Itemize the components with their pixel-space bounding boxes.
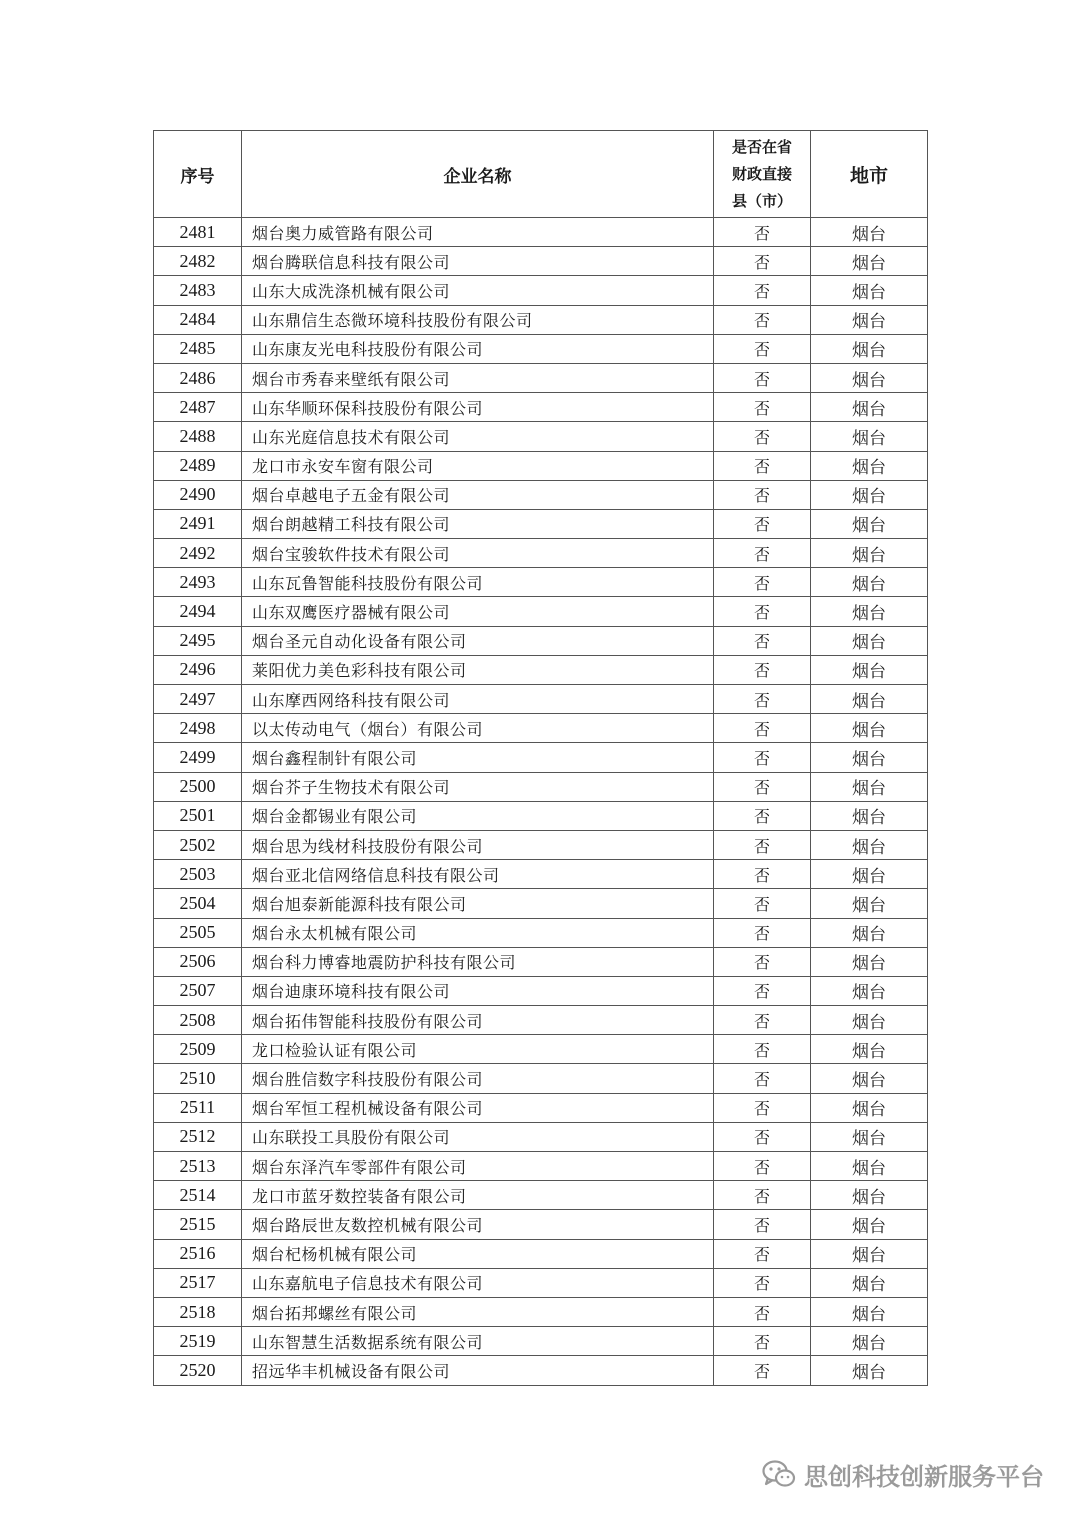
direct-county-flag: 否 [714, 1093, 811, 1122]
direct-county-flag: 否 [714, 334, 811, 363]
direct-county-flag: 否 [714, 1356, 811, 1385]
city-name: 烟台 [811, 247, 928, 276]
table-row [154, 480, 928, 509]
header-direct-county-line: 是否在省 [731, 137, 792, 156]
direct-county-flag: 否 [714, 597, 811, 626]
table-row [154, 626, 928, 655]
table-row [154, 218, 928, 247]
table-row [154, 1239, 928, 1268]
company-name: 龙口市永安车窗有限公司 [242, 451, 714, 480]
table-row [154, 1064, 928, 1093]
city-name: 烟台 [811, 743, 928, 772]
company-name: 烟台朗越精工科技有限公司 [242, 509, 714, 538]
table-row [154, 305, 928, 334]
company-name: 烟台鑫程制针有限公司 [242, 743, 714, 772]
company-name: 烟台奥力威管路有限公司 [242, 218, 714, 247]
row-number: 2496 [154, 655, 242, 684]
table-header [154, 131, 928, 218]
company-name: 烟台亚北信网络信息科技有限公司 [242, 860, 714, 889]
table-row [154, 1210, 928, 1239]
company-name: 烟台市秀春来壁纸有限公司 [242, 363, 714, 392]
city-name: 烟台 [811, 480, 928, 509]
table-row [154, 772, 928, 801]
row-number: 2489 [154, 451, 242, 480]
company-name: 山东智慧生活数据系统有限公司 [242, 1327, 714, 1356]
company-name: 山东华顺环保科技股份有限公司 [242, 393, 714, 422]
company-name: 烟台思为线材科技股份有限公司 [242, 830, 714, 859]
company-name: 莱阳优力美色彩科技有限公司 [242, 655, 714, 684]
row-number: 2514 [154, 1181, 242, 1210]
company-name: 招远华丰机械设备有限公司 [242, 1356, 714, 1385]
direct-county-flag: 否 [714, 1064, 811, 1093]
city-name: 烟台 [811, 626, 928, 655]
city-name: 烟台 [811, 276, 928, 305]
city-name: 烟台 [811, 801, 928, 830]
direct-county-flag: 否 [714, 976, 811, 1005]
direct-county-flag: 否 [714, 1152, 811, 1181]
city-name: 烟台 [811, 860, 928, 889]
company-name: 龙口市蓝牙数控装备有限公司 [242, 1181, 714, 1210]
table-row [154, 597, 928, 626]
city-name: 烟台 [811, 597, 928, 626]
company-name: 烟台科力博睿地震防护科技有限公司 [242, 947, 714, 976]
table-row [154, 1327, 928, 1356]
table-row [154, 1006, 928, 1035]
city-name: 烟台 [811, 1093, 928, 1122]
city-name: 烟台 [811, 1239, 928, 1268]
city-name: 烟台 [811, 830, 928, 859]
city-name: 烟台 [811, 1327, 928, 1356]
table-row [154, 276, 928, 305]
city-name: 烟台 [811, 568, 928, 597]
table-body [154, 218, 928, 1386]
row-number: 2494 [154, 597, 242, 626]
direct-county-flag: 否 [714, 685, 811, 714]
row-number: 2497 [154, 685, 242, 714]
company-name: 烟台军恒工程机械设备有限公司 [242, 1093, 714, 1122]
row-number: 2490 [154, 480, 242, 509]
direct-county-flag: 否 [714, 947, 811, 976]
row-number: 2504 [154, 889, 242, 918]
direct-county-flag: 否 [714, 1122, 811, 1151]
table-row [154, 1297, 928, 1326]
direct-county-flag: 否 [714, 363, 811, 392]
city-name: 烟台 [811, 1064, 928, 1093]
table-row [154, 568, 928, 597]
city-name: 烟台 [811, 976, 928, 1005]
company-name: 龙口检验认证有限公司 [242, 1035, 714, 1064]
row-number: 2486 [154, 363, 242, 392]
row-number: 2506 [154, 947, 242, 976]
company-name: 烟台东泽汽车零部件有限公司 [242, 1152, 714, 1181]
row-number: 2503 [154, 860, 242, 889]
direct-county-flag: 否 [714, 626, 811, 655]
row-number: 2499 [154, 743, 242, 772]
header-direct-county-line: 财政直接 [731, 164, 792, 183]
direct-county-flag: 否 [714, 1268, 811, 1297]
row-number: 2482 [154, 247, 242, 276]
row-number: 2516 [154, 1239, 242, 1268]
city-name: 烟台 [811, 218, 928, 247]
table-row [154, 830, 928, 859]
row-number: 2498 [154, 714, 242, 743]
city-name: 烟台 [811, 305, 928, 334]
row-number: 2485 [154, 334, 242, 363]
direct-county-flag: 否 [714, 568, 811, 597]
row-number: 2492 [154, 539, 242, 568]
company-name: 烟台卓越电子五金有限公司 [242, 480, 714, 509]
table-row [154, 947, 928, 976]
company-name: 烟台永太机械有限公司 [242, 918, 714, 947]
city-name: 烟台 [811, 918, 928, 947]
table-row [154, 714, 928, 743]
direct-county-flag: 否 [714, 1006, 811, 1035]
table-row [154, 334, 928, 363]
table-row [154, 1152, 928, 1181]
row-number: 2501 [154, 801, 242, 830]
direct-county-flag: 否 [714, 714, 811, 743]
city-name: 烟台 [811, 509, 928, 538]
city-name: 烟台 [811, 655, 928, 684]
table-row [154, 1122, 928, 1151]
company-name: 烟台路辰世友数控机械有限公司 [242, 1210, 714, 1239]
direct-county-flag: 否 [714, 509, 811, 538]
company-name: 烟台芥子生物技术有限公司 [242, 772, 714, 801]
direct-county-flag: 否 [714, 1210, 811, 1239]
row-number: 2520 [154, 1356, 242, 1385]
row-number: 2502 [154, 830, 242, 859]
city-name: 烟台 [811, 539, 928, 568]
company-name: 烟台宝骏软件技术有限公司 [242, 539, 714, 568]
direct-county-flag: 否 [714, 422, 811, 451]
row-number: 2507 [154, 976, 242, 1005]
city-name: 烟台 [811, 1152, 928, 1181]
company-name: 烟台拓邦螺丝有限公司 [242, 1297, 714, 1326]
direct-county-flag: 否 [714, 539, 811, 568]
direct-county-flag: 否 [714, 1181, 811, 1210]
row-number: 2511 [154, 1093, 242, 1122]
table-row [154, 889, 928, 918]
city-name: 烟台 [811, 1035, 928, 1064]
direct-county-flag: 否 [714, 830, 811, 859]
header-direct-county-line: 县（市） [731, 191, 792, 210]
city-name: 烟台 [811, 1210, 928, 1239]
header-row [154, 131, 928, 218]
header-number: 序号 [154, 131, 242, 218]
city-name: 烟台 [811, 1297, 928, 1326]
table-row [154, 1356, 928, 1385]
row-number: 2515 [154, 1210, 242, 1239]
company-name: 山东康友光电科技股份有限公司 [242, 334, 714, 363]
enterprise-list-page [153, 130, 927, 1386]
city-name: 烟台 [811, 889, 928, 918]
row-number: 2519 [154, 1327, 242, 1356]
company-name: 烟台胜信数字科技股份有限公司 [242, 1064, 714, 1093]
direct-county-flag: 否 [714, 1327, 811, 1356]
header-direct-county [714, 131, 811, 218]
row-number: 2513 [154, 1152, 242, 1181]
row-number: 2508 [154, 1006, 242, 1035]
city-name: 烟台 [811, 947, 928, 976]
row-number: 2495 [154, 626, 242, 655]
watermark-text: 思创科技创新服务平台 [804, 1462, 1044, 1491]
city-name: 烟台 [811, 1006, 928, 1035]
company-name: 山东嘉航电子信息技术有限公司 [242, 1268, 714, 1297]
table-row [154, 1268, 928, 1297]
company-name: 山东瓦鲁智能科技股份有限公司 [242, 568, 714, 597]
direct-county-flag: 否 [714, 1297, 811, 1326]
city-name: 烟台 [811, 772, 928, 801]
table-row [154, 247, 928, 276]
direct-county-flag: 否 [714, 247, 811, 276]
direct-county-flag: 否 [714, 772, 811, 801]
table-row [154, 976, 928, 1005]
header-company-name: 企业名称 [242, 131, 714, 218]
company-name: 山东双鹰医疗器械有限公司 [242, 597, 714, 626]
direct-county-flag: 否 [714, 655, 811, 684]
row-number: 2500 [154, 772, 242, 801]
table-row [154, 1035, 928, 1064]
table-row [154, 685, 928, 714]
row-number: 2484 [154, 305, 242, 334]
direct-county-flag: 否 [714, 918, 811, 947]
table-row [154, 743, 928, 772]
table-row [154, 422, 928, 451]
direct-county-flag: 否 [714, 860, 811, 889]
direct-county-flag: 否 [714, 276, 811, 305]
city-name: 烟台 [811, 451, 928, 480]
row-number: 2493 [154, 568, 242, 597]
company-name: 山东鼎信生态微环境科技股份有限公司 [242, 305, 714, 334]
company-name: 山东摩西网络科技有限公司 [242, 685, 714, 714]
row-number: 2481 [154, 218, 242, 247]
city-name: 烟台 [811, 714, 928, 743]
table-row [154, 509, 928, 538]
direct-county-flag: 否 [714, 801, 811, 830]
city-name: 烟台 [811, 1356, 928, 1385]
company-name: 烟台迪康环境科技有限公司 [242, 976, 714, 1005]
company-name: 烟台金都锡业有限公司 [242, 801, 714, 830]
city-name: 烟台 [811, 1122, 928, 1151]
table-row [154, 539, 928, 568]
direct-county-flag: 否 [714, 451, 811, 480]
city-name: 烟台 [811, 1268, 928, 1297]
row-number: 2512 [154, 1122, 242, 1151]
row-number: 2509 [154, 1035, 242, 1064]
row-number: 2488 [154, 422, 242, 451]
city-name: 烟台 [811, 334, 928, 363]
direct-county-flag: 否 [714, 1239, 811, 1268]
company-name: 山东光庭信息技术有限公司 [242, 422, 714, 451]
direct-county-flag: 否 [714, 305, 811, 334]
row-number: 2487 [154, 393, 242, 422]
company-name: 山东大成洗涤机械有限公司 [242, 276, 714, 305]
company-name: 烟台旭泰新能源科技有限公司 [242, 889, 714, 918]
direct-county-flag: 否 [714, 889, 811, 918]
watermark [762, 1454, 1044, 1494]
company-name: 以太传动电气（烟台）有限公司 [242, 714, 714, 743]
row-number: 2510 [154, 1064, 242, 1093]
row-number: 2518 [154, 1297, 242, 1326]
table-row [154, 393, 928, 422]
table-row [154, 363, 928, 392]
table-row [154, 801, 928, 830]
company-name: 烟台杞杨机械有限公司 [242, 1239, 714, 1268]
row-number: 2491 [154, 509, 242, 538]
city-name: 烟台 [811, 422, 928, 451]
enterprise-table [153, 130, 928, 1386]
table-row [154, 655, 928, 684]
header-city: 地市 [811, 131, 928, 218]
row-number: 2505 [154, 918, 242, 947]
city-name: 烟台 [811, 393, 928, 422]
company-name: 烟台腾联信息科技有限公司 [242, 247, 714, 276]
table-row [154, 1093, 928, 1122]
wechat-icon [762, 1459, 796, 1489]
city-name: 烟台 [811, 363, 928, 392]
row-number: 2517 [154, 1268, 242, 1297]
table-row [154, 860, 928, 889]
company-name: 烟台圣元自动化设备有限公司 [242, 626, 714, 655]
direct-county-flag: 否 [714, 480, 811, 509]
table-row [154, 1181, 928, 1210]
direct-county-flag: 否 [714, 393, 811, 422]
city-name: 烟台 [811, 1181, 928, 1210]
row-number: 2483 [154, 276, 242, 305]
direct-county-flag: 否 [714, 218, 811, 247]
company-name: 山东联投工具股份有限公司 [242, 1122, 714, 1151]
table-row [154, 451, 928, 480]
city-name: 烟台 [811, 685, 928, 714]
direct-county-flag: 否 [714, 1035, 811, 1064]
direct-county-flag: 否 [714, 743, 811, 772]
table-row [154, 918, 928, 947]
company-name: 烟台拓伟智能科技股份有限公司 [242, 1006, 714, 1035]
